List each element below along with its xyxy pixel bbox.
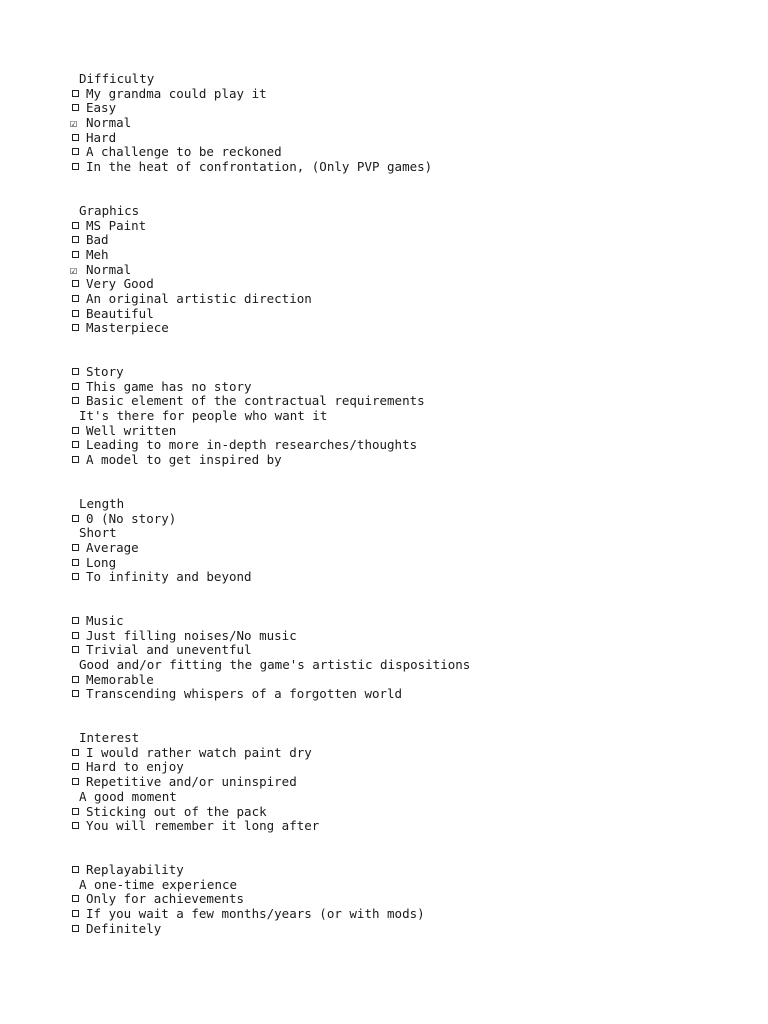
checklist-item[interactable] — [70, 380, 750, 395]
section-difficulty — [70, 72, 750, 175]
checklist-item[interactable] — [70, 424, 750, 439]
checked-checkbox-icon[interactable]: ☑ — [70, 262, 78, 277]
checklist-item[interactable] — [70, 687, 750, 702]
empty-checkbox-icon[interactable] — [70, 87, 86, 102]
section-replayability — [70, 863, 750, 936]
checklist-item[interactable] — [70, 248, 750, 263]
item-label: Story — [86, 364, 124, 379]
item-label: My grandma could play it — [86, 85, 267, 101]
empty-checkbox-icon[interactable] — [70, 760, 86, 775]
empty-checkbox-icon[interactable] — [70, 160, 86, 175]
item-label: Only for achievements — [86, 891, 245, 907]
checklist-item[interactable] — [70, 365, 750, 380]
empty-checkbox-icon[interactable] — [70, 819, 86, 834]
item-label: To infinity and beyond — [86, 569, 252, 585]
checklist-item[interactable] — [70, 438, 750, 453]
checklist-item — [70, 790, 750, 805]
item-label: Memorable — [86, 671, 154, 687]
item-label: Replayability — [86, 861, 184, 877]
item-label: Graphics — [79, 202, 140, 218]
checklist-item[interactable] — [70, 760, 750, 775]
checklist-item — [70, 658, 750, 673]
empty-checkbox-icon[interactable] — [70, 145, 86, 160]
empty-checkbox-icon[interactable] — [70, 453, 86, 468]
checklist-item[interactable] — [70, 512, 750, 527]
checklist-item[interactable] — [70, 145, 750, 160]
checklist-item — [70, 878, 750, 893]
item-label: Meh — [86, 246, 109, 262]
empty-checkbox-icon[interactable] — [70, 307, 86, 322]
item-label: Long — [86, 554, 117, 570]
empty-checkbox-icon[interactable] — [70, 907, 86, 922]
section-length — [70, 497, 750, 585]
empty-checkbox-icon[interactable] — [70, 687, 86, 702]
empty-checkbox-icon[interactable] — [70, 805, 86, 820]
checklist-item[interactable] — [70, 673, 750, 688]
item-label: Transcending whispers of a forgotten world — [86, 686, 403, 702]
empty-checkbox-icon[interactable] — [70, 775, 86, 790]
checklist-item[interactable] — [70, 292, 750, 307]
checklist-item[interactable] — [70, 263, 750, 278]
item-label: A good moment — [79, 788, 177, 804]
item-label: Average — [86, 539, 139, 555]
item-label: Hard — [86, 129, 117, 145]
checklist-item[interactable] — [70, 87, 750, 102]
item-label: Repetitive and/or uninspired — [86, 774, 297, 790]
checklist-item[interactable] — [70, 116, 750, 131]
empty-checkbox-icon[interactable] — [70, 922, 86, 937]
empty-checkbox-icon[interactable] — [70, 746, 86, 761]
empty-checkbox-icon[interactable] — [70, 570, 86, 585]
checklist-item — [70, 526, 750, 541]
item-label: Normal — [86, 115, 132, 131]
empty-checkbox-icon[interactable] — [70, 380, 86, 395]
checklist-item[interactable] — [70, 775, 750, 790]
item-label: Music — [86, 612, 124, 628]
checklist-item[interactable] — [70, 805, 750, 820]
empty-checkbox-icon[interactable] — [70, 131, 86, 146]
checklist-item[interactable] — [70, 131, 750, 146]
item-label: An original artistic direction — [86, 290, 312, 306]
checklist-item[interactable] — [70, 277, 750, 292]
item-label: I would rather watch paint dry — [86, 744, 312, 760]
empty-checkbox-icon[interactable] — [70, 321, 86, 336]
checklist-item[interactable] — [70, 394, 750, 409]
empty-checkbox-icon[interactable] — [70, 614, 86, 629]
item-label: Hard to enjoy — [86, 759, 184, 775]
item-label: In the heat of confrontation, (Only PVP games) — [86, 159, 433, 175]
empty-checkbox-icon[interactable] — [70, 892, 86, 907]
checklist-item[interactable] — [70, 629, 750, 644]
item-label: Short — [79, 525, 117, 541]
checklist-item[interactable] — [70, 233, 750, 248]
checklist-item[interactable] — [70, 907, 750, 922]
checklist-item[interactable] — [70, 556, 750, 571]
item-label: Trivial and uneventful — [86, 642, 252, 658]
item-label: Sticking out of the pack — [86, 803, 267, 819]
item-label: Basic element of the contractual requirements — [86, 393, 425, 409]
empty-checkbox-icon[interactable] — [70, 863, 86, 878]
item-label: You will remember it long after — [86, 818, 320, 834]
section-interest — [70, 731, 750, 834]
checklist-item[interactable] — [70, 453, 750, 468]
item-label: 0 (No story) — [86, 510, 177, 526]
item-label: Easy — [86, 100, 117, 116]
section-heading — [70, 731, 750, 746]
empty-checkbox-icon[interactable] — [70, 233, 86, 248]
checklist-item[interactable] — [70, 101, 750, 116]
item-label: Bad — [86, 232, 109, 248]
empty-checkbox-icon[interactable] — [70, 101, 86, 116]
item-label: Very Good — [86, 276, 154, 292]
item-label: Length — [79, 495, 125, 511]
checklist-item[interactable] — [70, 570, 750, 585]
item-label: Leading to more in-depth researches/thoughts — [86, 437, 418, 453]
checklist-item[interactable] — [70, 819, 750, 834]
section-heading — [70, 497, 750, 512]
checklist-item[interactable] — [70, 746, 750, 761]
empty-checkbox-icon[interactable] — [70, 277, 86, 292]
empty-checkbox-icon[interactable] — [70, 643, 86, 658]
checklist-item[interactable] — [70, 541, 750, 556]
empty-checkbox-icon[interactable] — [70, 556, 86, 571]
checklist-item[interactable] — [70, 892, 750, 907]
section-music — [70, 614, 750, 702]
item-label: Definitely — [86, 920, 162, 936]
checklist-item[interactable] — [70, 307, 750, 322]
item-label: MS Paint — [86, 217, 147, 233]
item-label: Normal — [86, 261, 132, 277]
checklist-item[interactable] — [70, 922, 750, 937]
checklist-item[interactable] — [70, 614, 750, 629]
item-label: If you wait a few months/years (or with mods) — [86, 905, 425, 921]
empty-checkbox-icon[interactable] — [70, 438, 86, 453]
item-label: Well written — [86, 422, 177, 438]
empty-checkbox-icon[interactable] — [70, 512, 86, 527]
empty-checkbox-icon[interactable] — [70, 365, 86, 380]
review-checklist-document — [70, 72, 750, 965]
item-label: A challenge to be reckoned — [86, 144, 282, 160]
checklist-item[interactable] — [70, 160, 750, 175]
section-story — [70, 365, 750, 468]
section-heading — [70, 204, 750, 219]
checklist-item[interactable] — [70, 643, 750, 658]
empty-checkbox-icon[interactable] — [70, 673, 86, 688]
item-label: Beautiful — [86, 305, 154, 321]
checklist-item[interactable] — [70, 219, 750, 234]
item-label: A model to get inspired by — [86, 452, 282, 468]
checklist-item — [70, 409, 750, 424]
empty-checkbox-icon[interactable] — [70, 292, 86, 307]
empty-checkbox-icon[interactable] — [70, 248, 86, 263]
section-graphics — [70, 204, 750, 336]
item-label: Masterpiece — [86, 320, 169, 336]
item-label: Interest — [79, 730, 140, 746]
empty-checkbox-icon[interactable] — [70, 424, 86, 439]
item-label: This game has no story — [86, 378, 252, 394]
section-heading — [70, 72, 750, 87]
item-label: It's there for people who want it — [79, 408, 328, 424]
empty-checkbox-icon[interactable] — [70, 394, 86, 409]
item-label: Just filling noises/No music — [86, 627, 297, 643]
empty-checkbox-icon[interactable] — [70, 629, 86, 644]
item-label: Good and/or fitting the game's artistic dispositions — [79, 657, 471, 672]
checklist-item[interactable] — [70, 321, 750, 336]
empty-checkbox-icon[interactable] — [70, 541, 86, 556]
checked-checkbox-icon[interactable]: ☑ — [70, 116, 78, 131]
empty-checkbox-icon[interactable] — [70, 219, 86, 234]
checklist-item[interactable] — [70, 863, 750, 878]
item-label: A one-time experience — [79, 876, 238, 892]
item-label: Difficulty — [79, 71, 155, 86]
